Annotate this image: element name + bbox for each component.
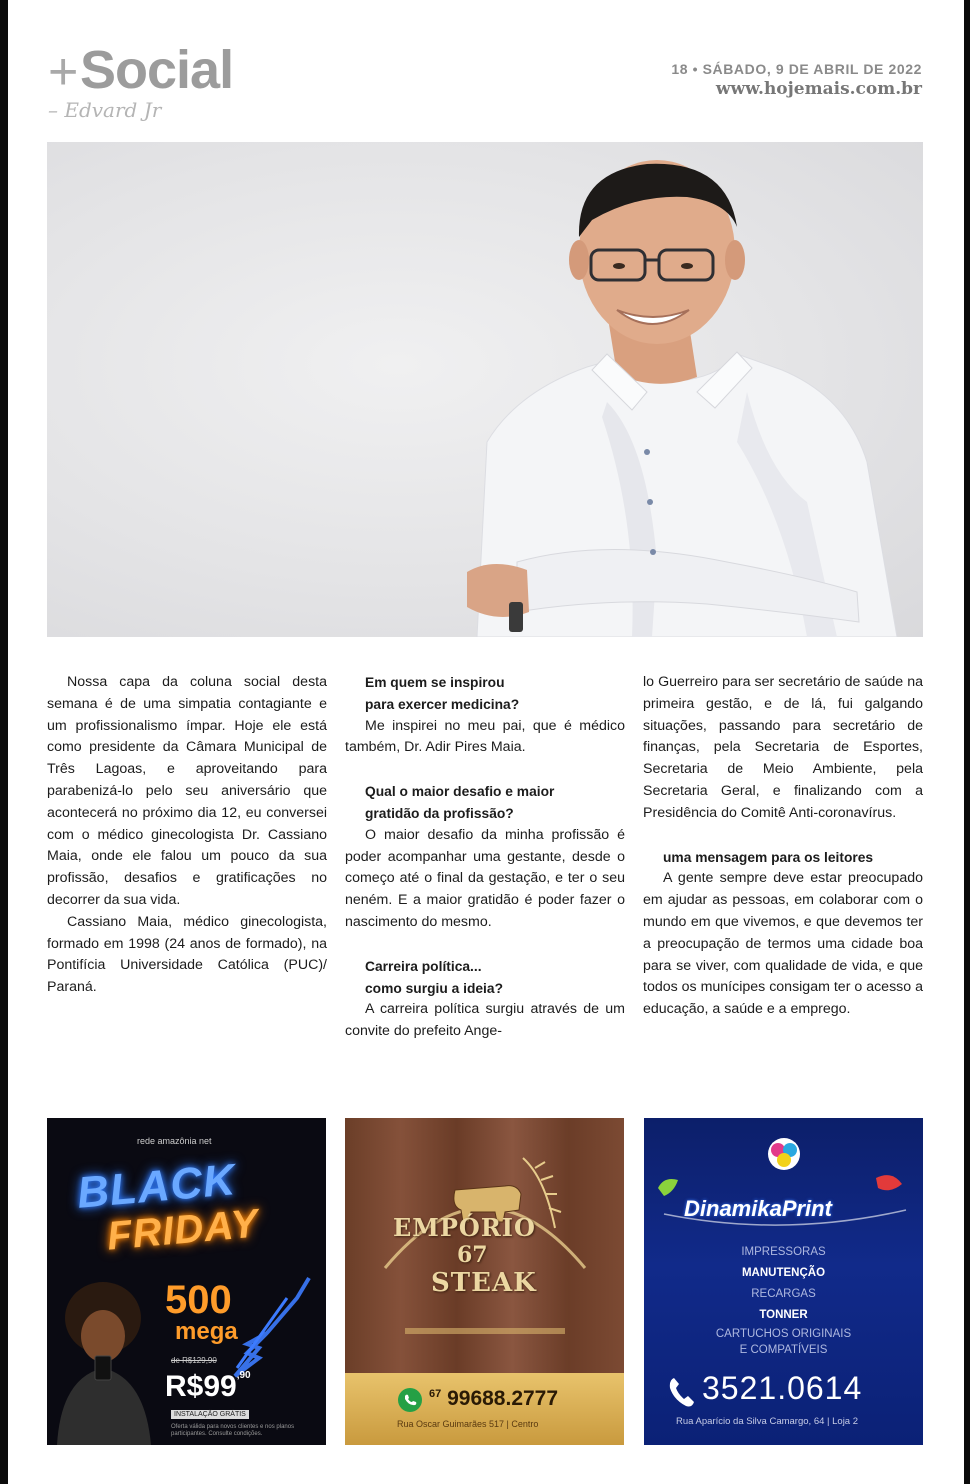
emporio-contact-band: [345, 1373, 624, 1445]
service-item: RECARGAS: [751, 1288, 816, 1300]
answer-3-continued: lo Guerreiro para ser secretário de saúde na primeira gestão, e de lá, fui galgando situações, passando para secretário de finanças, pela Secretaria de Esportes, Secretaria de Meio Ambiente, pela Secretaria Geral, e finalizando com a Presidência do Comitê Anti-coronavírus.: [643, 674, 923, 821]
answer-3-start: A carreira política surgiu através de um convite do prefeito Ange-: [345, 1001, 625, 1040]
dinamika-brand: DinamikaPrint: [684, 1196, 832, 1221]
right-border: [964, 0, 970, 1484]
question-1: [345, 672, 625, 716]
service-item: TONNER: [759, 1309, 808, 1321]
answer-2: O maior desafio da minha profissão é poder acompanhar uma gestante, desde o começo até o final da gestação, e ter o seu neném. E a maior gratidão é poder fazer o nascimento do mesmo.: [345, 826, 625, 930]
service-item: IMPRESSORAS: [741, 1246, 826, 1258]
bf-black-text: BLACK: [75, 1155, 238, 1218]
emporio-phone-number: 99688.2777: [447, 1387, 559, 1410]
article-column-1: [47, 672, 327, 999]
portrait-illustration: [47, 142, 923, 637]
brand-plus: +: [48, 43, 79, 101]
question-3-line-2: como surgiu a ideia?: [365, 980, 503, 996]
service-item: CARTUCHOS ORIGINAIS: [715, 1328, 852, 1340]
left-border: [0, 0, 8, 1484]
dinamika-phone[interactable]: 3521.0614: [702, 1370, 863, 1406]
bf-friday-text: FRIDAY: [105, 1201, 261, 1259]
question-4: uma mensagem para os leitores: [663, 849, 874, 865]
question-2: [345, 781, 625, 825]
phone-icon: [666, 1374, 696, 1410]
page-date: 18 • SÁBADO, 9 DE ABRIL DE 2022: [671, 61, 922, 77]
bf-speed-unit: mega: [175, 1318, 238, 1345]
columnist-signature: – Edvard Jr: [48, 98, 162, 122]
emporio-phone[interactable]: [429, 1387, 558, 1411]
emporio-line-1: EMPÓRIO: [393, 1213, 536, 1242]
emporio-line-3: STEAK: [431, 1268, 537, 1298]
question-3: [345, 956, 625, 1000]
question-1-line-1: Em quem se inspirou: [365, 675, 505, 690]
question-2-line-2: gratidão da profissão?: [365, 805, 514, 821]
whatsapp-icon: [397, 1387, 423, 1413]
cover-photo: [47, 142, 923, 637]
bf-price-main: R$99: [165, 1370, 237, 1403]
bf-old-price: de R$129,90: [171, 1356, 217, 1365]
bf-install-badge: INSTALAÇÃO GRÁTIS: [171, 1410, 249, 1419]
service-item: MANUTENÇÃO: [741, 1267, 826, 1279]
answer-4: A gente sempre deve estar preocupado em ajudar as pessoas, em colaborar com o mundo em que vivemos, e que devemos ter a preocupação de termos uma cidade boa para se viver, com qualidade de vida, e que todos os munícipes consigam ter o acesso a educação, a saúde e a emprego.: [643, 870, 923, 1018]
answer-1: Me inspirei no meu pai, que é médico também, Dr. Adir Pires Maia.: [345, 717, 625, 756]
emporio-address: Rua Oscar Guimarães 517 | Centro: [397, 1419, 539, 1429]
bf-speed: 500: [165, 1278, 232, 1322]
article-column-2: [345, 672, 625, 1043]
dinamika-address: Rua Aparício da Silva Camargo, 64 | Loja 2: [676, 1416, 859, 1427]
ad-black-friday[interactable]: [47, 1118, 326, 1445]
bf-price-cents: ,90: [236, 1370, 251, 1381]
question-2-line-1: Qual o maior desafio e maior: [365, 784, 555, 800]
website-link[interactable]: www.hojemais.com.br: [715, 79, 922, 99]
emporio-phone-ddd: 67: [429, 1388, 442, 1400]
bf-fine-print: Oferta válida para novos clientes e nos planos participantes. Consulte condições.: [171, 1424, 295, 1437]
bf-sponsor-logos: rede amazônia net: [137, 1136, 212, 1146]
article-column-3: [643, 672, 923, 1021]
intro-paragraph: Nossa capa da coluna social desta semana é de uma simpatia contagiante e um profissionalismo ímpar. Hoje ele está como presidente da Câmara Municipal de Três Lagoas, e aproveitando para parabenizá-lo pelo seu aniversário que acontecerá no próximo dia 12, eu conversei com o médico ginecologista Dr. Cassiano Maia, onde ele falou um pouco da sua profissão, desafios e gratificações no decorrer da sua vida.: [47, 674, 327, 908]
service-item: E COMPATÍVEIS: [739, 1344, 828, 1356]
question-3-line-1: Carreira política...: [365, 958, 482, 974]
emporio-line-2: 67: [457, 1242, 488, 1268]
ad-dinamika-print[interactable]: [644, 1118, 923, 1445]
ad-emporio-steak[interactable]: [345, 1118, 624, 1445]
dinamika-services: [644, 1242, 923, 1358]
bio-paragraph: Cassiano Maia, médico ginecologista, formado em 1998 (24 anos de formado), na Pontifícia Universidade Católica (PUC)/ Paraná.: [47, 913, 327, 996]
question-1-line-2: para exercer medicina?: [365, 696, 520, 712]
brand-title: Social: [80, 40, 234, 100]
publication-info: [671, 60, 922, 100]
bf-price: [165, 1370, 251, 1404]
